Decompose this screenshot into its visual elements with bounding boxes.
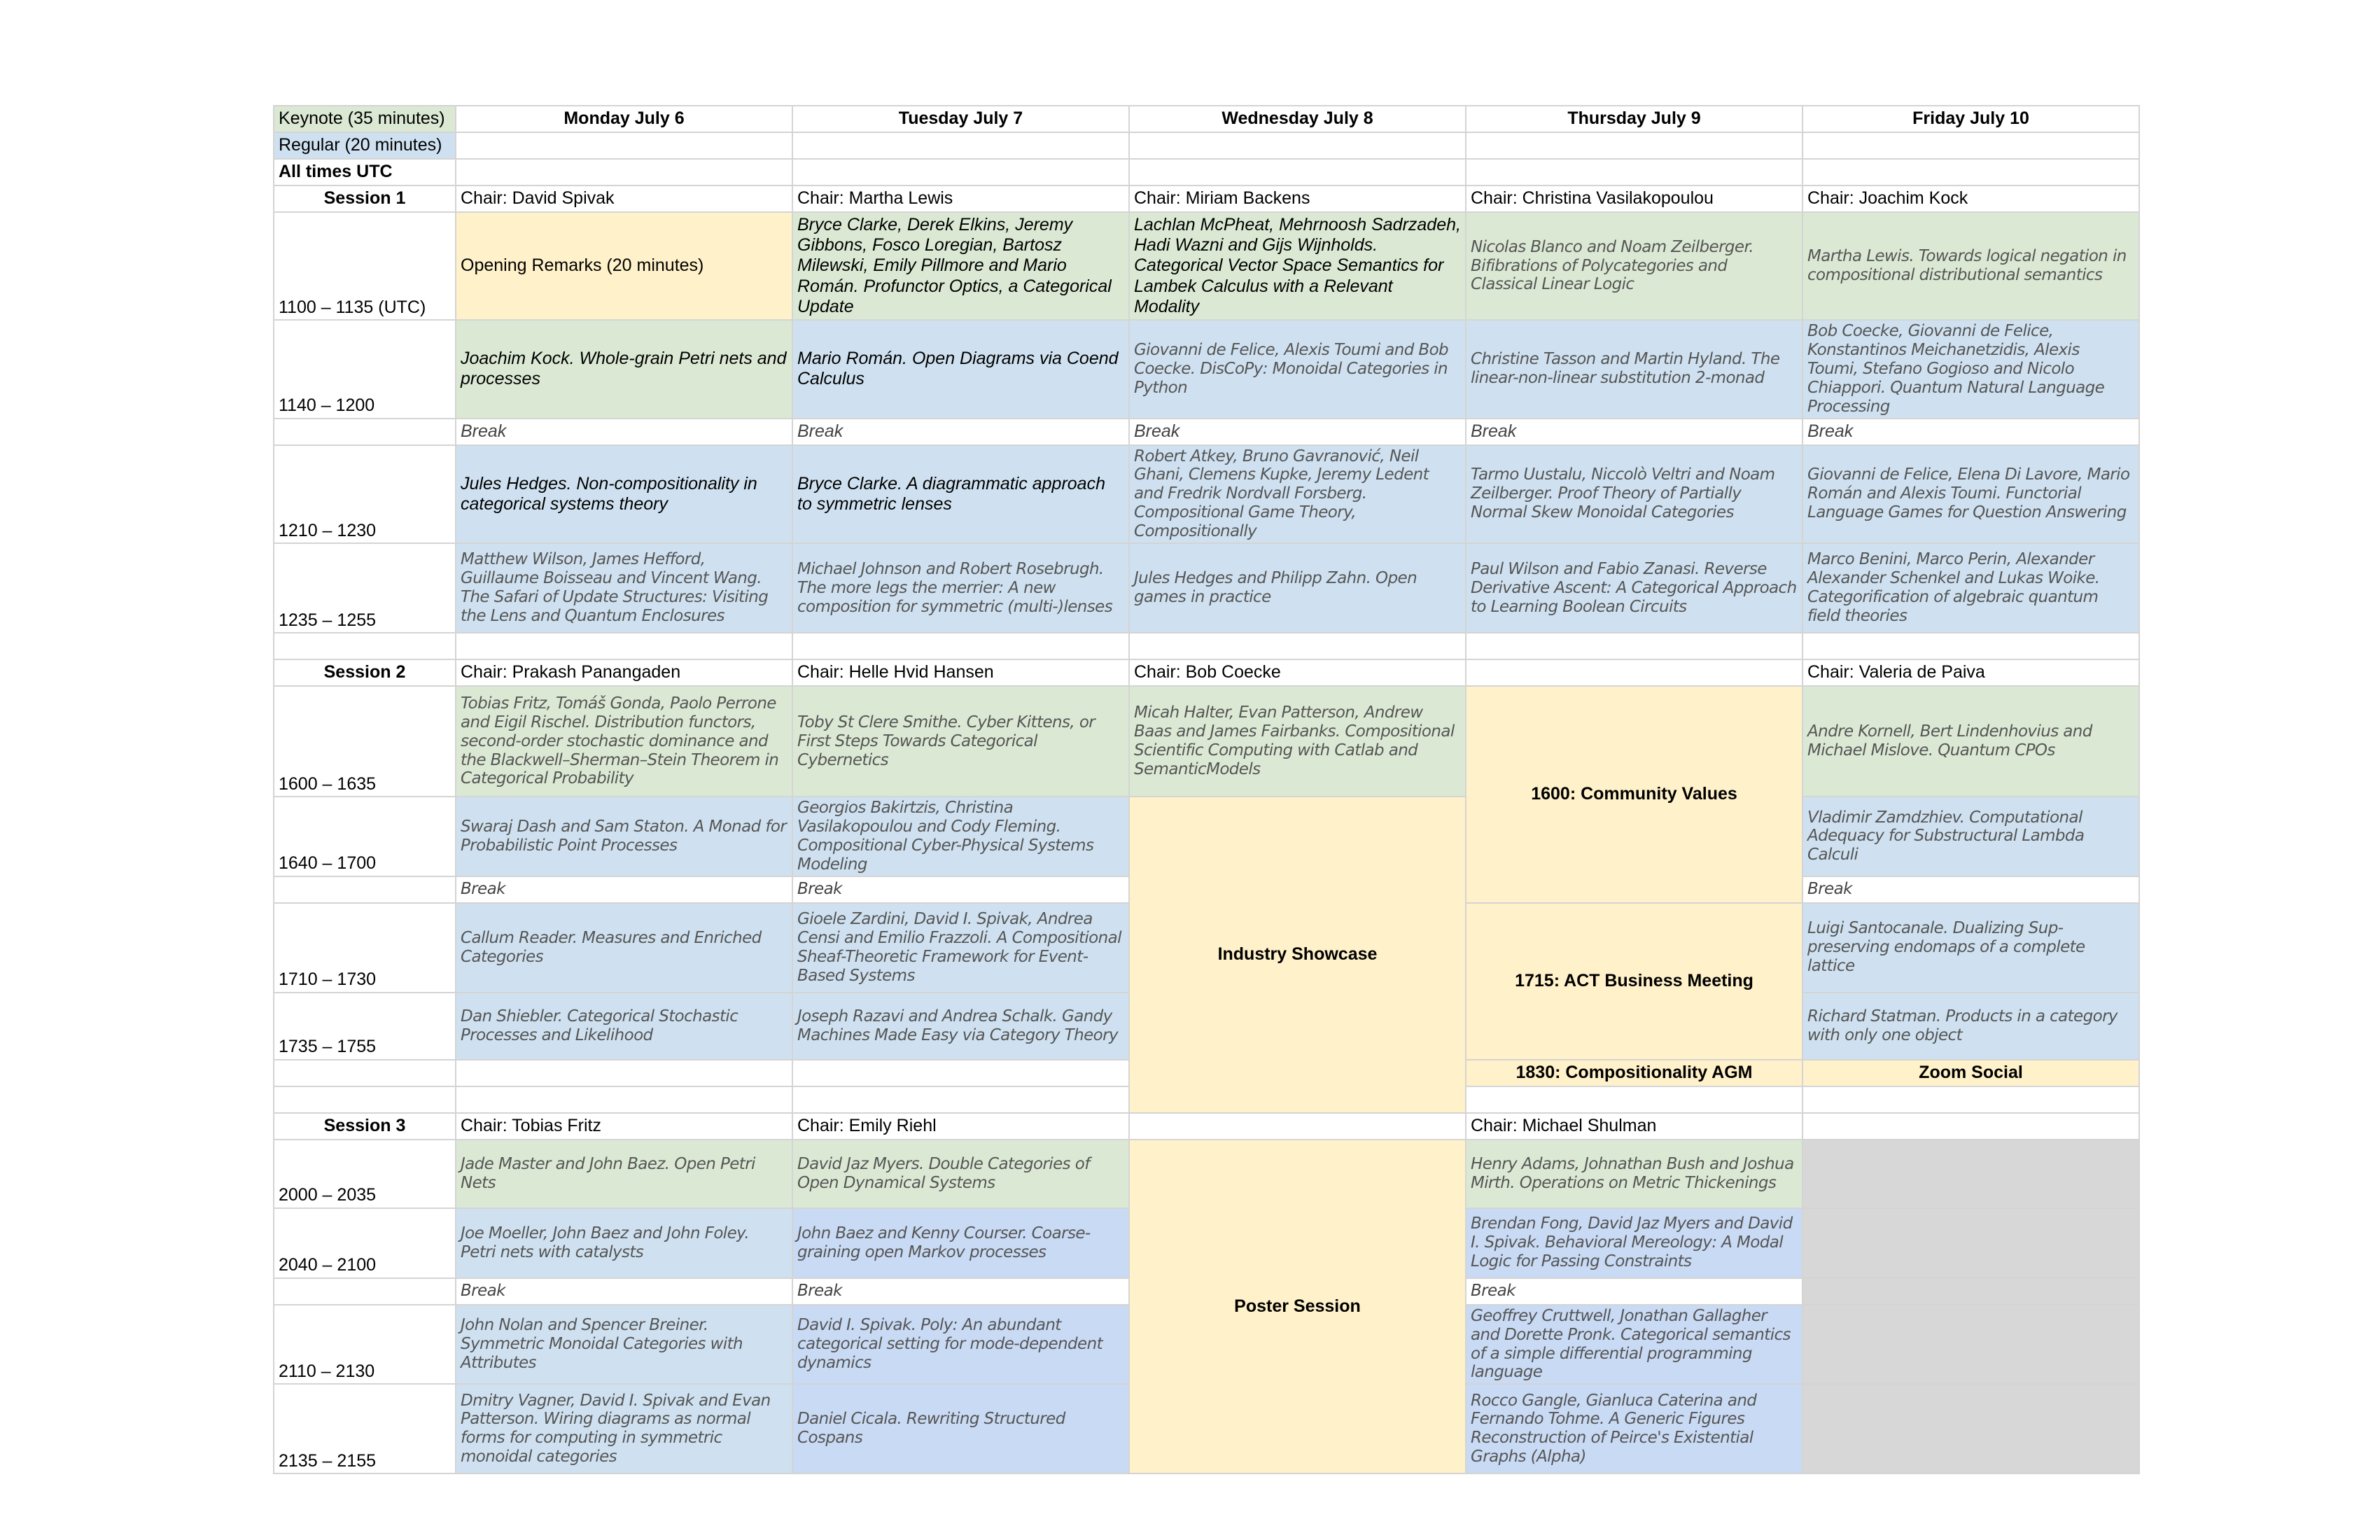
talk-cell: Henry Adams, Johnathan Bush and Joshua Mirth. Operations on Metric Thickenings [1466,1140,1802,1208]
timezone-note: All times UTC [274,159,456,186]
session-3-label: Session 3 [274,1113,456,1140]
time-slot: 1140 – 1200 [274,320,456,419]
talk-cell: Joachim Kock. Whole-grain Petri nets and processes [456,320,792,419]
day-header-monday: Monday July 6 [456,106,792,132]
time-slot: 1210 – 1230 [274,445,456,544]
empty-slot [1802,1384,2139,1474]
talk-cell: Nicolas Blanco and Noam Zeilberger. Bifibrations of Polycategories and Classical Linear Logic [1466,212,1802,320]
talk-cell: Brendan Fong, David Jaz Myers and David I. Spivak. Behavioral Mereology: A Modal Logic for Passing Constraints [1466,1208,1802,1278]
zoom-social-event: Zoom Social [1802,1060,2139,1086]
time-slot: 1235 – 1255 [274,543,456,633]
conference-schedule-table [273,105,2140,1474]
talk-cell: Daniel Cicala. Rewriting Structured Cospans [792,1384,1129,1474]
community-values-event: 1600: Community Values [1466,686,1802,903]
time-slot: 1710 – 1730 [274,903,456,993]
legend-keynote: Keynote (35 minutes) [274,106,456,132]
talk-cell: Matthew Wilson, James Hefford, Guillaume Boisseau and Vincent Wang. The Safari of Update Structures: Visiting the Lens and Quantum Enclosures [456,543,792,633]
business-meeting-event: 1715: ACT Business Meeting [1466,903,1802,1060]
time-slot: 2000 – 2035 [274,1140,456,1208]
talk-cell: Bob Coecke, Giovanni de Felice, Konstantinos Meichanetzidis, Alexis Toumi, Stefano Gogioso and Nicolo Chiappori. Quantum Natural Language Processing [1802,320,2139,419]
industry-showcase-event: Industry Showcase [1129,797,1466,1113]
talk-cell: Giovanni de Felice, Elena Di Lavore, Mario Román and Alexis Toumi. Functorial Language Games for Question Answering [1802,445,2139,544]
session-2-chair-friday: Chair: Valeria de Paiva [1802,659,2139,686]
talk-cell: Giovanni de Felice, Alexis Toumi and Bob Coecke. DisCoPy: Monoidal Categories in Python [1129,320,1466,419]
break-cell: Break [792,876,1129,903]
talk-cell: Tarmo Uustalu, Niccolò Veltri and Noam Zeilberger. Proof Theory of Partially Normal Skew Monoidal Categories [1466,445,1802,544]
talk-cell: David Jaz Myers. Double Categories of Open Dynamical Systems [792,1140,1129,1208]
talk-cell: Rocco Gangle, Gianluca Caterina and Fernando Tohme. A Generic Figures Reconstruction of Peirce's Existential Graphs (Alpha) [1466,1384,1802,1474]
break-cell: Break [1802,419,2139,445]
empty-slot [1802,1208,2139,1278]
session-2-chair-thursday [1466,659,1802,686]
poster-session-event: Poster Session [1129,1140,1466,1474]
session-1-chair-monday: Chair: David Spivak [456,186,792,212]
break-cell: Break [456,876,792,903]
talk-cell: Dan Shiebler. Categorical Stochastic Processes and Likelihood [456,993,792,1060]
time-slot: 2110 – 2130 [274,1305,456,1385]
break-cell: Break [1129,419,1466,445]
talk-cell: Joe Moeller, John Baez and John Foley. Petri nets with catalysts [456,1208,792,1278]
empty-slot [1802,1278,2139,1305]
session-2-label: Session 2 [274,659,456,686]
session-3-chair-wednesday [1129,1113,1466,1140]
time-slot: 1640 – 1700 [274,797,456,876]
break-cell: Break [456,419,792,445]
talk-cell: Joseph Razavi and Andrea Schalk. Gandy Machines Made Easy via Category Theory [792,993,1129,1060]
talk-cell: Martha Lewis. Towards logical negation in compositional distributional semantics [1802,212,2139,320]
talk-cell: Mario Román. Open Diagrams via Coend Calculus [792,320,1129,419]
talk-cell: Callum Reader. Measures and Enriched Categories [456,903,792,993]
talk-cell: Robert Atkey, Bruno Gavranović, Neil Ghani, Clemens Kupke, Jeremy Ledent and Fredrik Nordvall Forsberg. Compositional Game Theory, Compositionally [1129,445,1466,544]
compositionality-agm-event: 1830: Compositionality AGM [1466,1060,1802,1086]
session-3-chair-monday: Chair: Tobias Fritz [456,1113,792,1140]
talk-cell: Marco Benini, Marco Perin, Alexander Alexander Schenkel and Lukas Woike. Categorification of algebraic quantum field theories [1802,543,2139,633]
talk-cell: Luigi Santocanale. Dualizing Sup-preserving endomaps of a complete lattice [1802,903,2139,993]
talk-cell: Geoffrey Cruttwell, Jonathan Gallagher and Dorette Pronk. Categorical semantics of a simple differential programming language [1466,1305,1802,1385]
empty-slot [1802,1140,2139,1208]
break-cell: Break [1466,1278,1802,1305]
talk-cell: Michael Johnson and Robert Rosebrugh. The more legs the merrier: A new composition for symmetric (multi-)lenses [792,543,1129,633]
talk-cell: Micah Halter, Evan Patterson, Andrew Baas and James Fairbanks. Compositional Scientific Computing with Catlab and SemanticModels [1129,686,1466,797]
session-3-chair-thursday: Chair: Michael Shulman [1466,1113,1802,1140]
talk-cell: Jules Hedges and Philipp Zahn. Open games in practice [1129,543,1466,633]
talk-cell: John Baez and Kenny Courser. Coarse-graining open Markov processes [792,1208,1129,1278]
session-1-chair-wednesday: Chair: Miriam Backens [1129,186,1466,212]
day-header-wednesday: Wednesday July 8 [1129,106,1466,132]
session-1-label: Session 1 [274,186,456,212]
talk-cell: David I. Spivak. Poly: An abundant categorical setting for mode-dependent dynamics [792,1305,1129,1385]
day-header-tuesday: Tuesday July 7 [792,106,1129,132]
talk-cell: John Nolan and Spencer Breiner. Symmetric Monoidal Categories with Attributes [456,1305,792,1385]
time-slot: 2040 – 2100 [274,1208,456,1278]
time-slot: 2135 – 2155 [274,1384,456,1474]
session-3-chair-friday [1802,1113,2139,1140]
break-cell: Break [1466,419,1802,445]
session-2-chair-wednesday: Chair: Bob Coecke [1129,659,1466,686]
talk-cell: Jules Hedges. Non-compositionality in categorical systems theory [456,445,792,544]
legend-regular: Regular (20 minutes) [274,132,456,159]
talk-cell: Richard Statman. Products in a category with only one object [1802,993,2139,1060]
talk-cell: Georgios Bakirtzis, Christina Vasilakopoulou and Cody Fleming. Compositional Cyber-Physical Systems Modeling [792,797,1129,876]
break-cell: Break [456,1278,792,1305]
break-cell: Break [1802,876,2139,903]
talk-cell: Toby St Clere Smithe. Cyber Kittens, or First Steps Towards Categorical Cybernetics [792,686,1129,797]
day-header-friday: Friday July 10 [1802,106,2139,132]
talk-cell: Vladimir Zamdzhiev. Computational Adequacy for Substructural Lambda Calculi [1802,797,2139,876]
talk-cell: Tobias Fritz, Tomáš Gonda, Paolo Perrone and Eigil Rischel. Distribution functors, second-order stochastic dominance and the Blackwell–Sherman–Stein Theorem in Categorical Probability [456,686,792,797]
break-cell: Break [792,1278,1129,1305]
talk-cell: Swaraj Dash and Sam Staton. A Monad for Probabilistic Point Processes [456,797,792,876]
empty-slot [1802,1305,2139,1385]
talk-cell: Jade Master and John Baez. Open Petri Nets [456,1140,792,1208]
day-header-thursday: Thursday July 9 [1466,106,1802,132]
opening-remarks-cell: Opening Remarks (20 minutes) [456,212,792,320]
session-1-chair-friday: Chair: Joachim Kock [1802,186,2139,212]
talk-cell: Christine Tasson and Martin Hyland. The linear-non-linear substitution 2-monad [1466,320,1802,419]
talk-cell: Paul Wilson and Fabio Zanasi. Reverse Derivative Ascent: A Categorical Approach to Learning Boolean Circuits [1466,543,1802,633]
talk-cell: Bryce Clarke. A diagrammatic approach to symmetric lenses [792,445,1129,544]
session-1-chair-tuesday: Chair: Martha Lewis [792,186,1129,212]
session-1-chair-thursday: Chair: Christina Vasilakopoulou [1466,186,1802,212]
session-2-chair-tuesday: Chair: Helle Hvid Hansen [792,659,1129,686]
time-slot: 1100 – 1135 (UTC) [274,212,456,320]
talk-cell: Gioele Zardini, David I. Spivak, Andrea Censi and Emilio Frazzoli. A Compositional Sheaf-Theoretic Framework for Event-Based Systems [792,903,1129,993]
session-3-chair-tuesday: Chair: Emily Riehl [792,1113,1129,1140]
time-slot: 1600 – 1635 [274,686,456,797]
talk-cell: Lachlan McPheat, Mehrnoosh Sadrzadeh, Hadi Wazni and Gijs Wijnholds. Categorical Vector Space Semantics for Lambek Calculus with a Relevant Modality [1129,212,1466,320]
talk-cell: Bryce Clarke, Derek Elkins, Jeremy Gibbons, Fosco Loregian, Bartosz Milewski, Emily Pillmore and Mario Román. Profunctor Optics, a Categorical Update [792,212,1129,320]
talk-cell: Dmitry Vagner, David I. Spivak and Evan Patterson. Wiring diagrams as normal forms for computing in symmetric monoidal categories [456,1384,792,1474]
session-2-chair-monday: Chair: Prakash Panangaden [456,659,792,686]
time-slot: 1735 – 1755 [274,993,456,1060]
talk-cell: Andre Kornell, Bert Lindenhovius and Michael Mislove. Quantum CPOs [1802,686,2139,797]
break-cell: Break [792,419,1129,445]
